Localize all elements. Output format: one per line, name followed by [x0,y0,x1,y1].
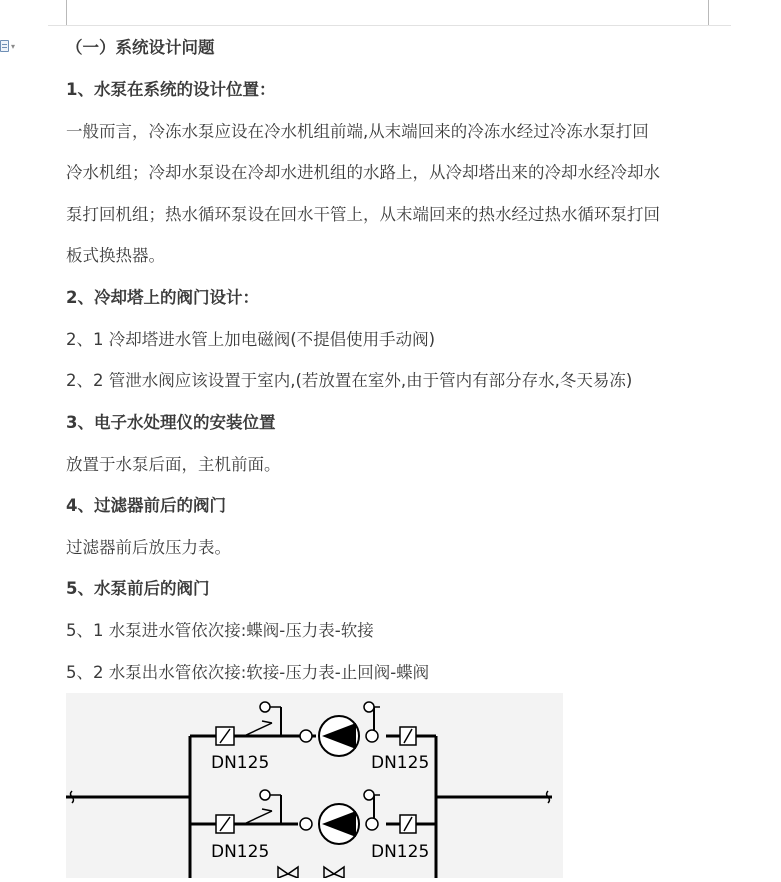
pump-piping-diagram [66,693,563,878]
heading-3: 3、电子水处理仪的安装位置 [66,413,276,432]
paragraph-line: 泵打回机组；热水循环泵设在回水干管上，从末端回来的热水经过热水循环泵打回 [66,205,660,224]
list-item: 5、1 水泵进水管依次接:蝶阀-压力表-软接 [66,621,374,640]
heading-4: 4、过滤器前后的阀门 [66,496,226,515]
paragraph-line: 过滤器前后放压力表。 [66,538,231,557]
document-outline-toggle[interactable] [0,38,24,54]
chevron-down-icon: ▾ [11,41,16,51]
document-icon [0,40,9,52]
piping-schematic [66,693,563,878]
heading-1: 1、水泵在系统的设计位置： [66,80,276,99]
heading-2: 2、冷却塔上的阀门设计： [66,288,259,307]
pipe-size-label: DN125 [371,753,430,773]
paragraph-line: 冷水机组；冷却水泵设在冷却水进机组的水路上，从冷却塔出来的冷却水经冷却水 [66,163,660,182]
list-item: 5、2 水泵出水管依次接:软接-压力表-止回阀-蝶阀 [66,663,430,682]
pipe-size-label: DN125 [211,753,270,773]
list-item: 2、1 冷却塔进水管上加电磁阀(不提倡使用手动阀) [66,330,436,349]
paragraph-line: 放置于水泵后面，主机前面。 [66,455,281,474]
section-heading: （一）系统设计问题 [66,38,215,57]
paragraph-line: 板式换热器。 [66,246,165,265]
pipe-size-label: DN125 [211,842,270,862]
pipe-size-label: DN125 [371,842,430,862]
header-rule [48,25,731,26]
page-top-boundary [66,0,709,26]
heading-5: 5、水泵前后的阀门 [66,579,210,598]
list-item: 2、2 管泄水阀应该设置于室内,(若放置在室外,由于管内有部分存水,冬天易冻) [66,371,633,390]
paragraph-line: 一般而言，冷冻水泵应设在冷水机组前端,从末端回来的冷冻水经过冷冻水泵打回 [66,122,649,141]
